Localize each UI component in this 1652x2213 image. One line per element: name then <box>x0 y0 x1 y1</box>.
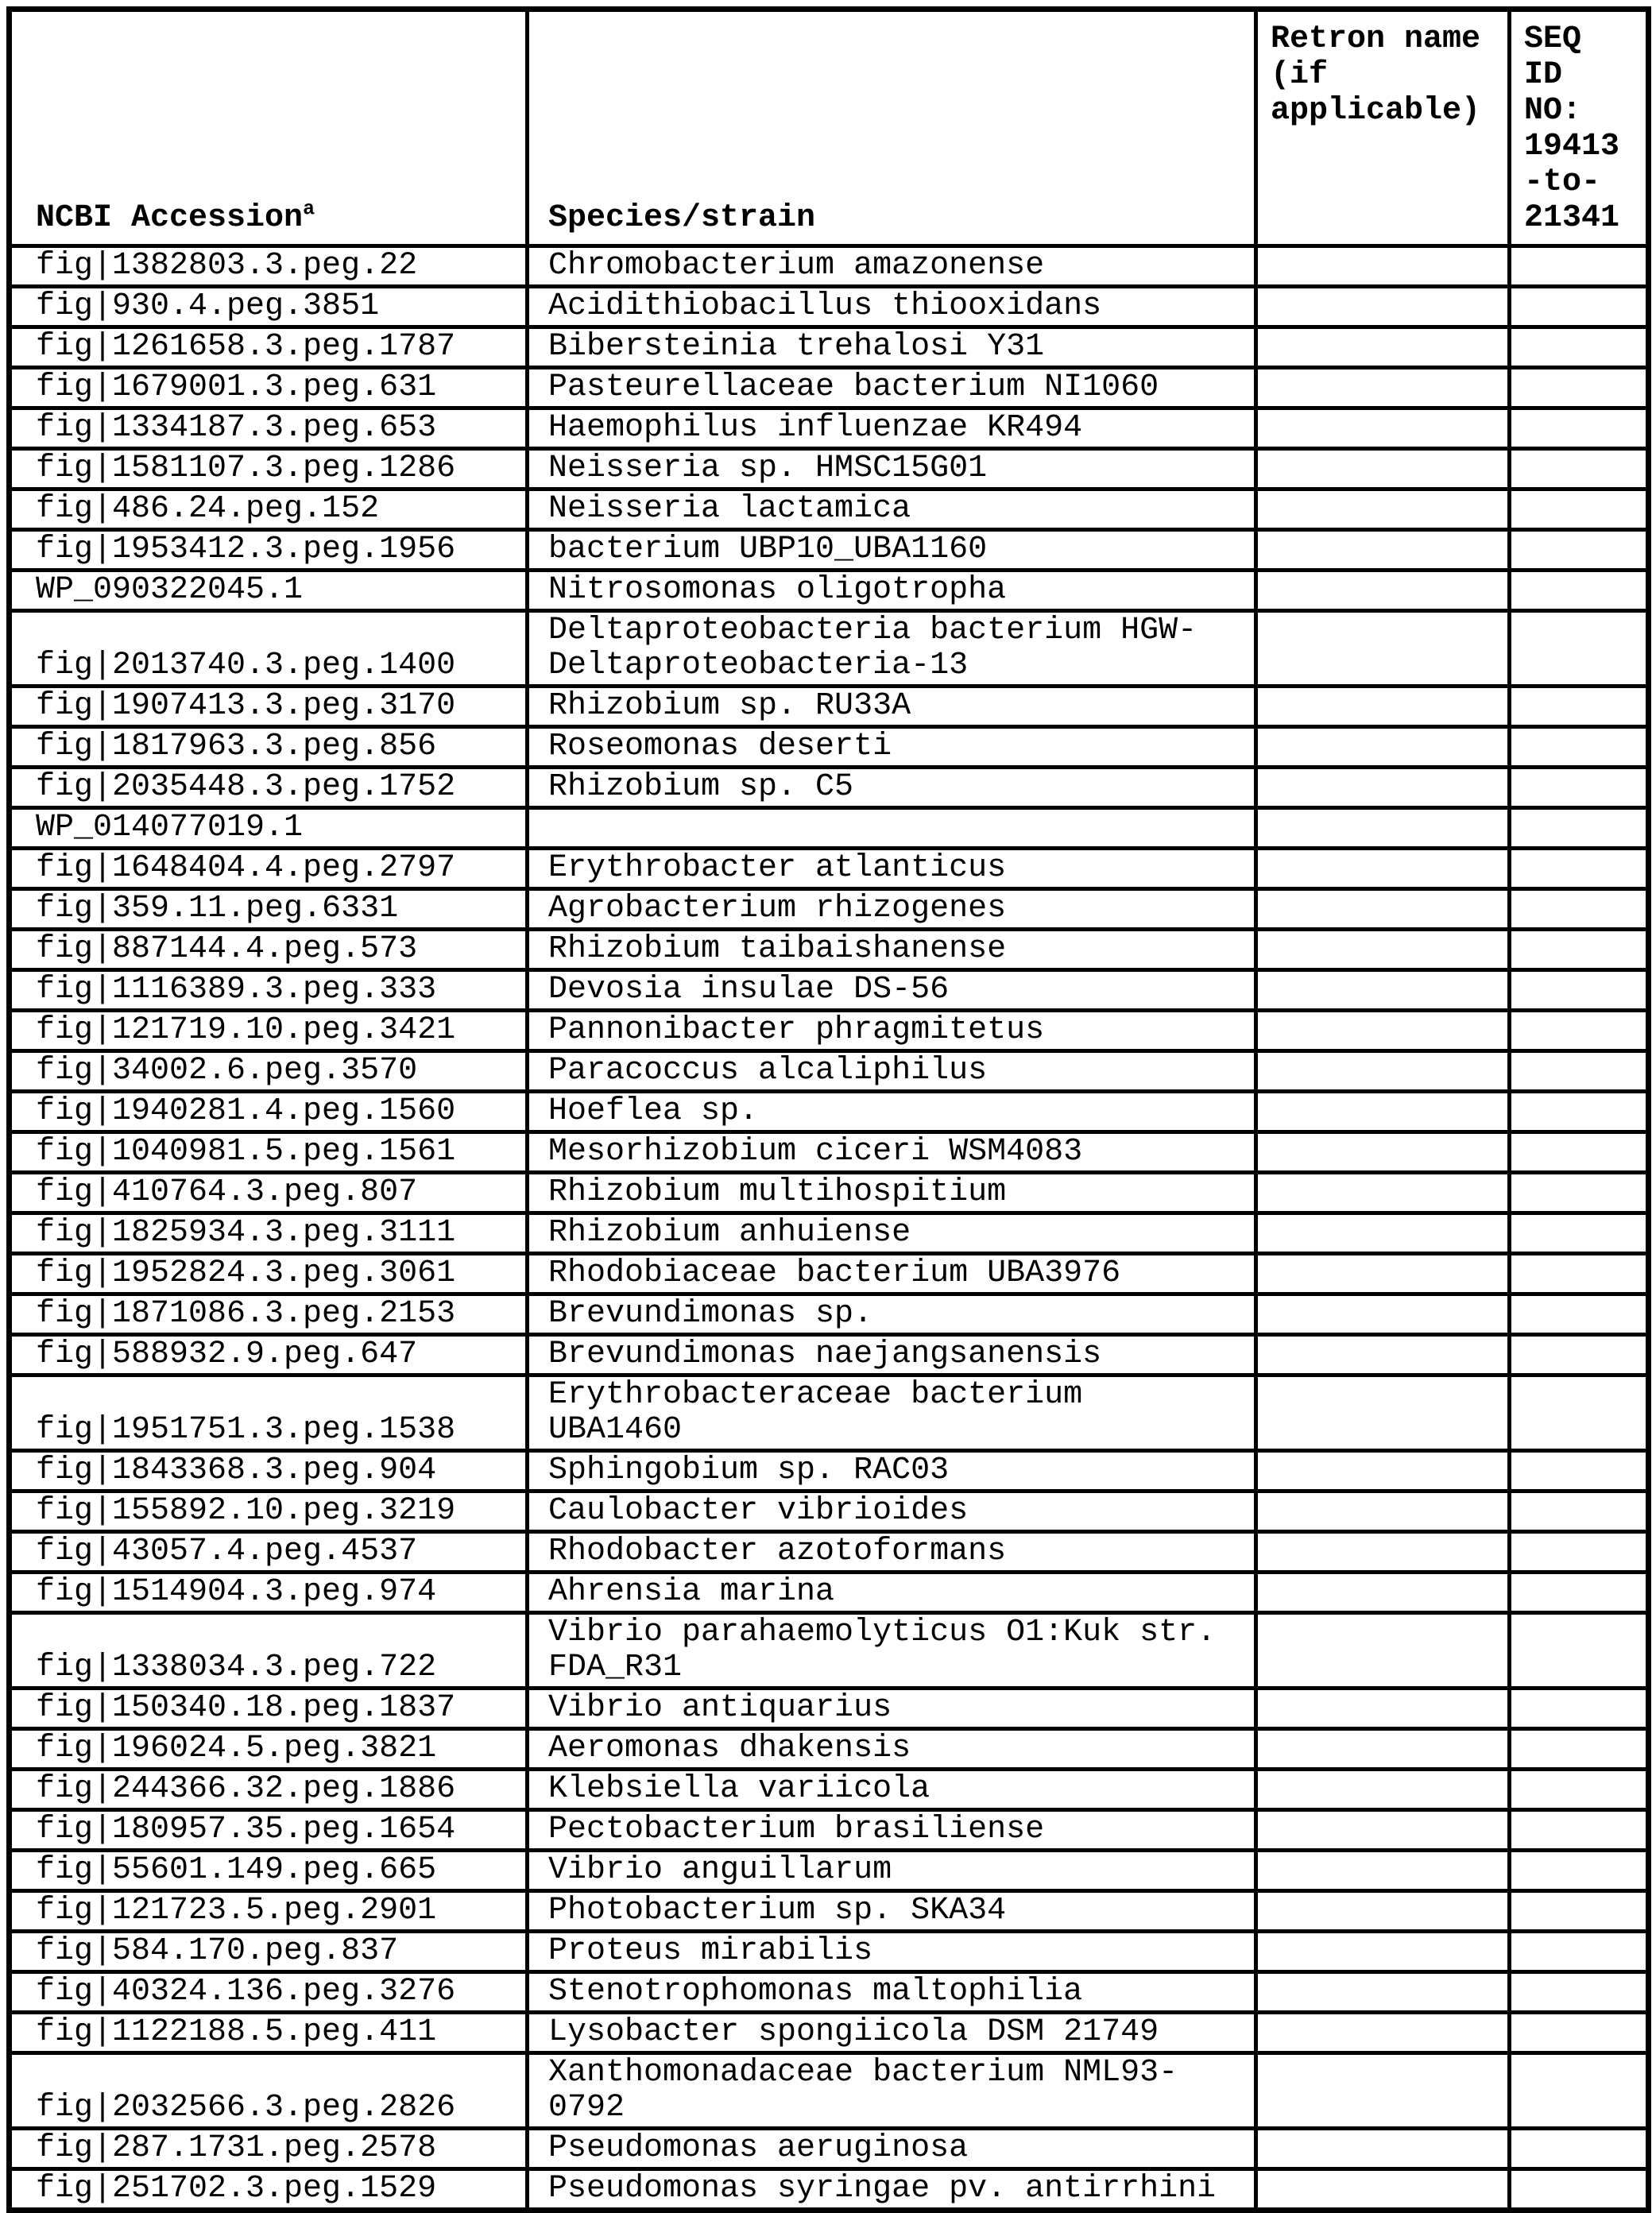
table-row <box>10 930 1649 970</box>
seqid-cell <box>1510 327 1649 368</box>
seqid-cell <box>1510 687 1649 727</box>
seqid-cell <box>1510 2013 1649 2053</box>
species-cell: Photobacterium sp. SKA34 <box>528 1891 1256 1932</box>
table-row <box>10 1613 1649 1689</box>
seqid-cell <box>1510 571 1649 611</box>
retron-cell <box>1256 611 1510 687</box>
seqid-cell <box>1510 1335 1649 1375</box>
seqid-cell <box>1510 1451 1649 1491</box>
seqid-cell <box>1510 2169 1649 2211</box>
seqid-cell <box>1510 1729 1649 1770</box>
table-row <box>10 2013 1649 2053</box>
retron-cell <box>1256 1375 1510 1451</box>
retron-cell <box>1256 1051 1510 1092</box>
seqid-cell <box>1510 1972 1649 2013</box>
accession-cell: fig|410764.3.peg.807 <box>10 1173 528 1213</box>
seqid-cell <box>1510 1770 1649 1810</box>
accession-cell: fig|121719.10.peg.3421 <box>10 1011 528 1051</box>
species-cell: Proteus mirabilis <box>528 1932 1256 1972</box>
retron-cell <box>1256 687 1510 727</box>
species-cell: Rhizobium sp. C5 <box>528 768 1256 808</box>
accession-footnote-marker: a <box>303 197 315 221</box>
seqid-cell <box>1510 849 1649 889</box>
accession-cell: fig|1953412.3.peg.1956 <box>10 530 528 571</box>
species-cell <box>528 808 1256 849</box>
seqid-cell <box>1510 768 1649 808</box>
seqid-cell <box>1510 889 1649 930</box>
species-cell: Pectobacterium brasiliense <box>528 1810 1256 1851</box>
species-cell: Caulobacter vibrioides <box>528 1491 1256 1532</box>
accession-cell: fig|584.170.peg.837 <box>10 1932 528 1972</box>
retron-cell <box>1256 1689 1510 1729</box>
retron-cell <box>1256 1011 1510 1051</box>
accession-cell: fig|930.4.peg.3851 <box>10 287 528 327</box>
retron-cell <box>1256 2013 1510 2053</box>
species-cell: Erythrobacteraceae bacterium UBA1460 <box>528 1375 1256 1451</box>
species-cell: Erythrobacter atlanticus <box>528 849 1256 889</box>
species-cell: Stenotrophomonas maltophilia <box>528 1972 1256 2013</box>
accession-header-label: NCBI Accession <box>36 200 304 236</box>
table-row <box>10 1092 1649 1132</box>
species-cell: Agrobacterium rhizogenes <box>528 889 1256 930</box>
species-cell: Vibrio antiquarius <box>528 1689 1256 1729</box>
seqid-cell <box>1510 808 1649 849</box>
retron-cell <box>1256 1213 1510 1254</box>
species-cell: Pseudomonas syringae pv. antirrhini <box>528 2169 1256 2211</box>
species-cell: Ahrensia marina <box>528 1573 1256 1613</box>
species-cell: Haemophilus influenzae KR494 <box>528 408 1256 449</box>
table-row <box>10 408 1649 449</box>
retron-cell <box>1256 808 1510 849</box>
species-cell: Brevundimonas naejangsanensis <box>528 1335 1256 1375</box>
table-row <box>10 489 1649 530</box>
retron-cell <box>1256 1132 1510 1173</box>
table-row <box>10 571 1649 611</box>
retron-cell <box>1256 408 1510 449</box>
table-row <box>10 849 1649 889</box>
seqid-cell <box>1510 1932 1649 1972</box>
seqid-cell <box>1510 1532 1649 1573</box>
species-cell: Rhizobium taibaishanense <box>528 930 1256 970</box>
retron-cell <box>1256 1932 1510 1972</box>
accession-cell: fig|1382803.3.peg.22 <box>10 246 528 287</box>
table-header-row <box>10 10 1649 246</box>
seqid-cell <box>1510 727 1649 768</box>
seqid-cell <box>1510 970 1649 1011</box>
table-row <box>10 2129 1649 2169</box>
species-cell: Mesorhizobium ciceri WSM4083 <box>528 1132 1256 1173</box>
retron-cell <box>1256 449 1510 489</box>
accession-cell: fig|1907413.3.peg.3170 <box>10 687 528 727</box>
retron-cell <box>1256 1335 1510 1375</box>
seqid-cell <box>1510 1132 1649 1173</box>
table-row <box>10 246 1649 287</box>
accession-cell: fig|1122188.5.peg.411 <box>10 2013 528 2053</box>
table-row <box>10 1851 1649 1891</box>
species-cell: Deltaproteobacteria bacterium HGW- Deltaproteobacteria-13 <box>528 611 1256 687</box>
species-cell: Klebsiella variicola <box>528 1770 1256 1810</box>
retron-cell <box>1256 1891 1510 1932</box>
retron-cell <box>1256 889 1510 930</box>
seqid-cell <box>1510 611 1649 687</box>
species-cell: Neisseria sp. HMSC15G01 <box>528 449 1256 489</box>
retron-cell <box>1256 246 1510 287</box>
accession-cell: WP_014077019.1 <box>10 808 528 849</box>
species-cell: Neisseria lactamica <box>528 489 1256 530</box>
accession-cell: fig|43057.4.peg.4537 <box>10 1532 528 1573</box>
retron-cell <box>1256 571 1510 611</box>
retron-cell <box>1256 1729 1510 1770</box>
retron-cell <box>1256 727 1510 768</box>
seqid-cell <box>1510 1689 1649 1729</box>
retron-cell <box>1256 1491 1510 1532</box>
retron-cell <box>1256 1613 1510 1689</box>
species-cell: Paracoccus alcaliphilus <box>528 1051 1256 1092</box>
table-row <box>10 808 1649 849</box>
seqid-cell <box>1510 489 1649 530</box>
accession-cell: fig|287.1731.peg.2578 <box>10 2129 528 2169</box>
table-row <box>10 1491 1649 1532</box>
table-row <box>10 1729 1649 1770</box>
seqid-column-header: SEQ ID NO: 19413 -to- 21341 <box>1510 10 1649 246</box>
accession-cell: fig|40324.136.peg.3276 <box>10 1972 528 2013</box>
accession-cell: fig|1514904.3.peg.974 <box>10 1573 528 1613</box>
seqid-cell <box>1510 408 1649 449</box>
table-row <box>10 1173 1649 1213</box>
seqid-cell <box>1510 2129 1649 2169</box>
species-cell: Vibrio anguillarum <box>528 1851 1256 1891</box>
table-row <box>10 1810 1649 1851</box>
species-cell: Rhizobium multihospitium <box>528 1173 1256 1213</box>
species-cell: Devosia insulae DS-56 <box>528 970 1256 1011</box>
retron-column-header: Retron name (if applicable) <box>1256 10 1510 246</box>
table-row <box>10 1375 1649 1451</box>
accession-cell: fig|1261658.3.peg.1787 <box>10 327 528 368</box>
table-row <box>10 1972 1649 2013</box>
species-cell: Rhodobacter azotoformans <box>528 1532 1256 1573</box>
retron-cell <box>1256 287 1510 327</box>
table-row <box>10 1451 1649 1491</box>
species-cell: Rhizobium anhuiense <box>528 1213 1256 1254</box>
table-row <box>10 970 1649 1011</box>
species-cell: Vibrio parahaemolyticus O1:Kuk str. FDA_R31 <box>528 1613 1256 1689</box>
table-row <box>10 889 1649 930</box>
species-cell: Rhizobium sp. RU33A <box>528 687 1256 727</box>
table-row <box>10 1011 1649 1051</box>
seqid-cell <box>1510 1851 1649 1891</box>
accession-cell: fig|121723.5.peg.2901 <box>10 1891 528 1932</box>
seqid-cell <box>1510 1051 1649 1092</box>
retron-cell <box>1256 1092 1510 1132</box>
retron-cell <box>1256 2053 1510 2129</box>
accession-cell: fig|2032566.3.peg.2826 <box>10 2053 528 2129</box>
seqid-cell <box>1510 368 1649 408</box>
accession-cell: fig|55601.149.peg.665 <box>10 1851 528 1891</box>
retron-cell <box>1256 849 1510 889</box>
species-cell: Xanthomonadaceae bacterium NML93- 0792 <box>528 2053 1256 2129</box>
accession-cell: fig|1825934.3.peg.3111 <box>10 1213 528 1254</box>
accession-cell: fig|1843368.3.peg.904 <box>10 1451 528 1491</box>
accession-cell: fig|1940281.4.peg.1560 <box>10 1092 528 1132</box>
table-row <box>10 611 1649 687</box>
retron-cell <box>1256 1532 1510 1573</box>
retron-cell <box>1256 327 1510 368</box>
accession-cell: fig|1951751.3.peg.1538 <box>10 1375 528 1451</box>
species-cell: Pseudomonas aeruginosa <box>528 2129 1256 2169</box>
retron-cell <box>1256 530 1510 571</box>
table-row <box>10 1532 1649 1573</box>
species-cell: Pasteurellaceae bacterium NI1060 <box>528 368 1256 408</box>
table-row <box>10 1573 1649 1613</box>
species-cell: Rhodobiaceae bacterium UBA3976 <box>528 1254 1256 1294</box>
species-cell: Lysobacter spongiicola DSM 21749 <box>528 2013 1256 2053</box>
seqid-cell <box>1510 1891 1649 1932</box>
accession-cell: fig|1581107.3.peg.1286 <box>10 449 528 489</box>
table-row <box>10 1770 1649 1810</box>
retron-cell <box>1256 368 1510 408</box>
table-body <box>10 246 1649 2211</box>
seqid-cell <box>1510 449 1649 489</box>
table-row <box>10 530 1649 571</box>
accession-cell: fig|196024.5.peg.3821 <box>10 1729 528 1770</box>
seqid-cell <box>1510 1173 1649 1213</box>
table-row <box>10 1689 1649 1729</box>
species-cell: Nitrosomonas oligotropha <box>528 571 1256 611</box>
seqid-cell <box>1510 1092 1649 1132</box>
seqid-cell <box>1510 246 1649 287</box>
accession-cell: fig|359.11.peg.6331 <box>10 889 528 930</box>
accession-cell: fig|486.24.peg.152 <box>10 489 528 530</box>
retron-cell <box>1256 1451 1510 1491</box>
table-row <box>10 1254 1649 1294</box>
species-cell: Aeromonas dhakensis <box>528 1729 1256 1770</box>
retron-cell <box>1256 1254 1510 1294</box>
seqid-cell <box>1510 930 1649 970</box>
accession-cell: fig|1116389.3.peg.333 <box>10 970 528 1011</box>
accession-cell: fig|1679001.3.peg.631 <box>10 368 528 408</box>
accession-cell: fig|1648404.4.peg.2797 <box>10 849 528 889</box>
accession-cell: fig|2013740.3.peg.1400 <box>10 611 528 687</box>
retron-cell <box>1256 768 1510 808</box>
accession-cell: fig|1334187.3.peg.653 <box>10 408 528 449</box>
species-cell: Sphingobium sp. RAC03 <box>528 1451 1256 1491</box>
table-row <box>10 1213 1649 1254</box>
retron-cell <box>1256 930 1510 970</box>
accession-cell: fig|1817963.3.peg.856 <box>10 727 528 768</box>
seqid-cell <box>1510 1613 1649 1689</box>
accession-cell: fig|1040981.5.peg.1561 <box>10 1132 528 1173</box>
table-row <box>10 287 1649 327</box>
seqid-cell <box>1510 530 1649 571</box>
seqid-cell <box>1510 1254 1649 1294</box>
seqid-cell <box>1510 1011 1649 1051</box>
table-row <box>10 2169 1649 2211</box>
species-cell: Pannonibacter phragmitetus <box>528 1011 1256 1051</box>
table-row <box>10 727 1649 768</box>
table-row <box>10 327 1649 368</box>
seqid-cell <box>1510 1294 1649 1335</box>
table-row <box>10 368 1649 408</box>
species-cell: Hoeflea sp. <box>528 1092 1256 1132</box>
table-row <box>10 1335 1649 1375</box>
species-column-header: Species/strain <box>528 10 1256 246</box>
retron-cell <box>1256 1294 1510 1335</box>
accession-cell: fig|244366.32.peg.1886 <box>10 1770 528 1810</box>
species-cell: Bibersteinia trehalosi Y31 <box>528 327 1256 368</box>
table-row <box>10 1294 1649 1335</box>
table-row <box>10 1932 1649 1972</box>
seqid-cell <box>1510 1213 1649 1254</box>
accession-cell: fig|588932.9.peg.647 <box>10 1335 528 1375</box>
retron-cell <box>1256 1851 1510 1891</box>
accession-cell: fig|1338034.3.peg.722 <box>10 1613 528 1689</box>
species-cell: Brevundimonas sp. <box>528 1294 1256 1335</box>
retron-cell <box>1256 489 1510 530</box>
table-row <box>10 768 1649 808</box>
retron-cell <box>1256 1972 1510 2013</box>
retron-cell <box>1256 2169 1510 2211</box>
seqid-cell <box>1510 1573 1649 1613</box>
seqid-cell <box>1510 287 1649 327</box>
accession-cell: fig|34002.6.peg.3570 <box>10 1051 528 1092</box>
retron-cell <box>1256 2129 1510 2169</box>
table-row <box>10 1051 1649 1092</box>
accession-cell: fig|887144.4.peg.573 <box>10 930 528 970</box>
retron-cell <box>1256 1573 1510 1613</box>
accession-cell: fig|150340.18.peg.1837 <box>10 1689 528 1729</box>
table-row <box>10 2053 1649 2129</box>
species-cell: Roseomonas deserti <box>528 727 1256 768</box>
seqid-cell <box>1510 2053 1649 2129</box>
accession-cell: fig|155892.10.peg.3219 <box>10 1491 528 1532</box>
species-cell: Acidithiobacillus thiooxidans <box>528 287 1256 327</box>
table-row <box>10 1891 1649 1932</box>
retron-cell <box>1256 1810 1510 1851</box>
accession-cell: fig|180957.35.peg.1654 <box>10 1810 528 1851</box>
accession-cell: WP_090322045.1 <box>10 571 528 611</box>
retron-cell <box>1256 1173 1510 1213</box>
accession-cell: fig|2035448.3.peg.1752 <box>10 768 528 808</box>
species-cell: bacterium UBP10_UBA1160 <box>528 530 1256 571</box>
seqid-cell <box>1510 1375 1649 1451</box>
table-row <box>10 1132 1649 1173</box>
seqid-cell <box>1510 1491 1649 1532</box>
accession-cell: fig|1952824.3.peg.3061 <box>10 1254 528 1294</box>
seqid-cell <box>1510 1810 1649 1851</box>
species-cell: Chromobacterium amazonense <box>528 246 1256 287</box>
sequence-listing-table <box>6 6 1651 2213</box>
retron-cell <box>1256 970 1510 1011</box>
accession-column-header <box>10 10 528 246</box>
accession-cell: fig|1871086.3.peg.2153 <box>10 1294 528 1335</box>
retron-cell <box>1256 1770 1510 1810</box>
table-row <box>10 687 1649 727</box>
accession-cell: fig|251702.3.peg.1529 <box>10 2169 528 2211</box>
table-row <box>10 449 1649 489</box>
